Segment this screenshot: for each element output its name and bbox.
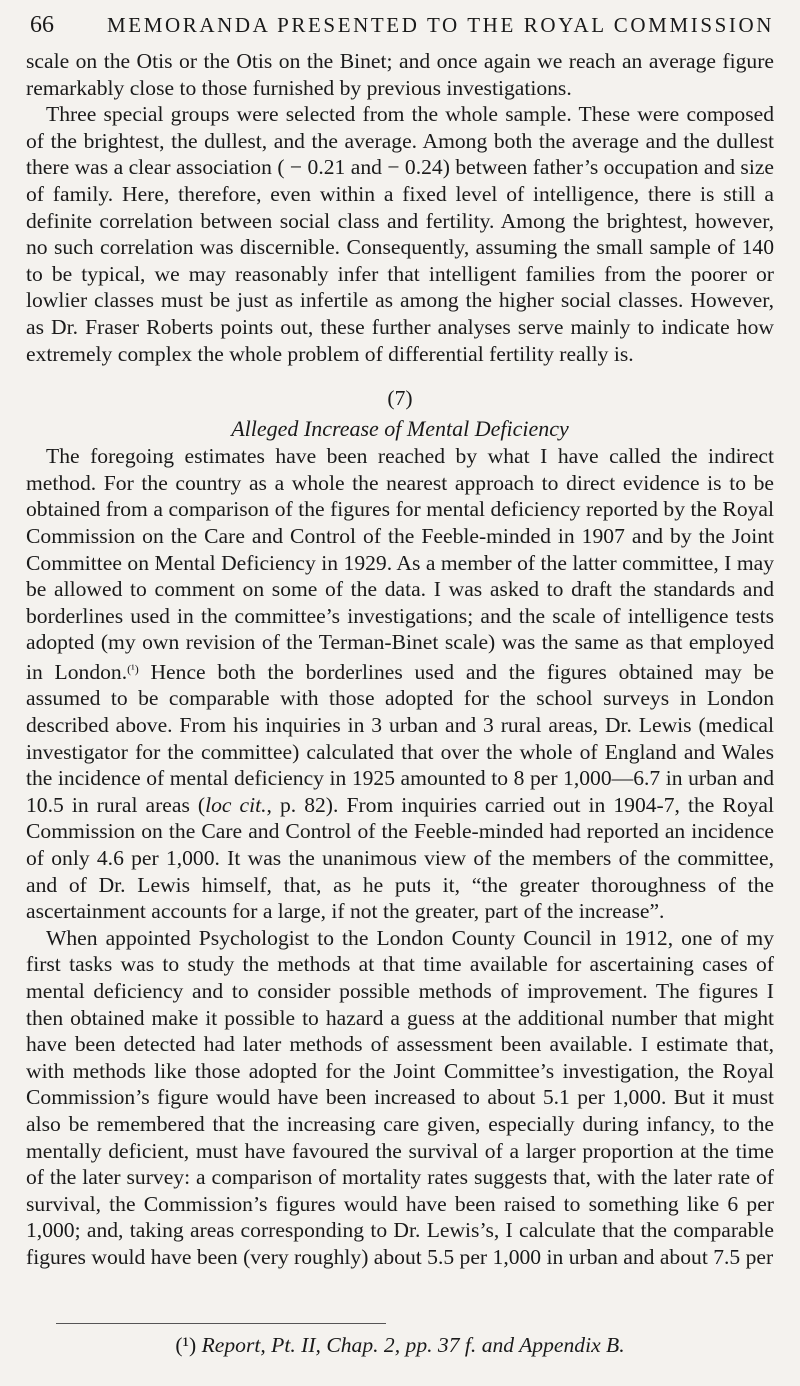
paragraph-3-part-b: Hence both the borderlines used and the figures obtained may be assumed to be comparable with those adopted for the school surveys in London described above. From his inquiries in 3 urban and 3 rural areas, Dr. Lewis (medical investigator for the committee) calculated that over the whole of England and Wales the incidence of mental deficiency in 1925 amounted to 8 per 1,000—6.7 in urban and 10.5 in rural areas ( — [26, 659, 774, 817]
paragraph-3 — [26, 443, 774, 925]
paragraph-1: scale on the Otis or the Otis on the Binet; and once again we reach an average figure remarkably close to those furnished by previous investigations. — [26, 49, 774, 100]
footnote-rule — [56, 1323, 386, 1324]
paragraph-4: When appointed Psychologist to the London County Council in 1912, one of my first tasks was to study the methods at that time available for ascertaining cases of mental deficiency and to consider possible methods of improvement. The figures I then obtained make it possible to hazard a guess at the additional number that might have been detected had later methods of assessment been available. I estimate that, with methods like those adopted for the Joint Committee’s investigation, the Royal Commission’s figure would have been increased to about 5.1 per 1,000. But it must also be remembered that the increasing care given, especially during infancy, to the mentally deficient, must have favoured the survival of a larger proportion at the time of the later survey: a comparison of mortality rates suggests that, with the later rate of survival, the Commission’s figures would have been raised to something like 6 per 1,000; and, taking areas corresponding to Dr. Lewis’s, I calculate that the comparable figures would have been (very roughly) about 5.5 per 1,000 in urban and about 7.5 per — [26, 925, 774, 1269]
page-header — [26, 12, 774, 46]
page-number: 66 — [30, 12, 54, 38]
paragraph-3-part-c: , p. 82). From inquiries carried out in 1904-7, the Royal Commission on the Care and Control of the Feeble-minded had reported an incidence of only 4.6 per 1,000. It was the unanimous view of the members of the committee, and of Dr. Lewis himself, that, as he puts it, “the greater thoroughness of the ascertainment accounts for a large, if not the greater, part of the increase”. — [26, 792, 775, 924]
paragraph-2: Three special groups were selected from the whole sample. These were composed of the brightest, the dullest, and the average. Among both the average and the dullest there was a clear association ( − 0.21 and − 0.24) between father’s occupation and size of family. Here, therefore, even within a fixed level of intelligence, there is still a definite correlation between social class and fertility. Among the brightest, however, no such correlation was discernible. Consequently, assuming the small sample of 140 to be typical, we may reasonably infer that intelligent families from the poorer or lowlier classes must be just as infertile as among the higher social classes. However, as Dr. Fraser Roberts points out, these further analyses serve mainly to indicate how extremely complex the whole problem of differential fertility really is. — [26, 102, 774, 366]
body-text — [26, 48, 774, 1271]
footnote-marker: (¹) — [175, 1333, 202, 1357]
footnote-reference: (¹) — [127, 661, 139, 676]
loc-cit: loc cit. — [205, 792, 267, 817]
section-number: (7) — [387, 386, 413, 411]
footnote-text: Report, Pt. II, Chap. 2, pp. 37 f. and Appendix B. — [201, 1333, 625, 1357]
section-title: Alleged Increase of Mental Deficiency — [231, 416, 569, 442]
paragraph-3-part-a: The foregoing estimates have been reached by what I have called the indirect method. For the country as a whole the nearest approach to direct evidence is to be obtained from a comparison of the figures for mental deficiency reported by the Royal Commission on the Care and Control of the Feeble-minded in 1907 and by the Joint Committee on Mental Deficiency in 1929. As a member of the latter committee, I may be allowed to comment on some of the data. I was asked to draft the standards and borderlines used in the committee’s investigations; and the scale of intelligence tests adopted (my own revision of the Terman-Binet scale) was the same as that employed in London. — [26, 444, 774, 684]
footnote — [0, 1331, 800, 1359]
running-title: MEMORANDA PRESENTED TO THE ROYAL COMMISSION — [107, 13, 774, 37]
